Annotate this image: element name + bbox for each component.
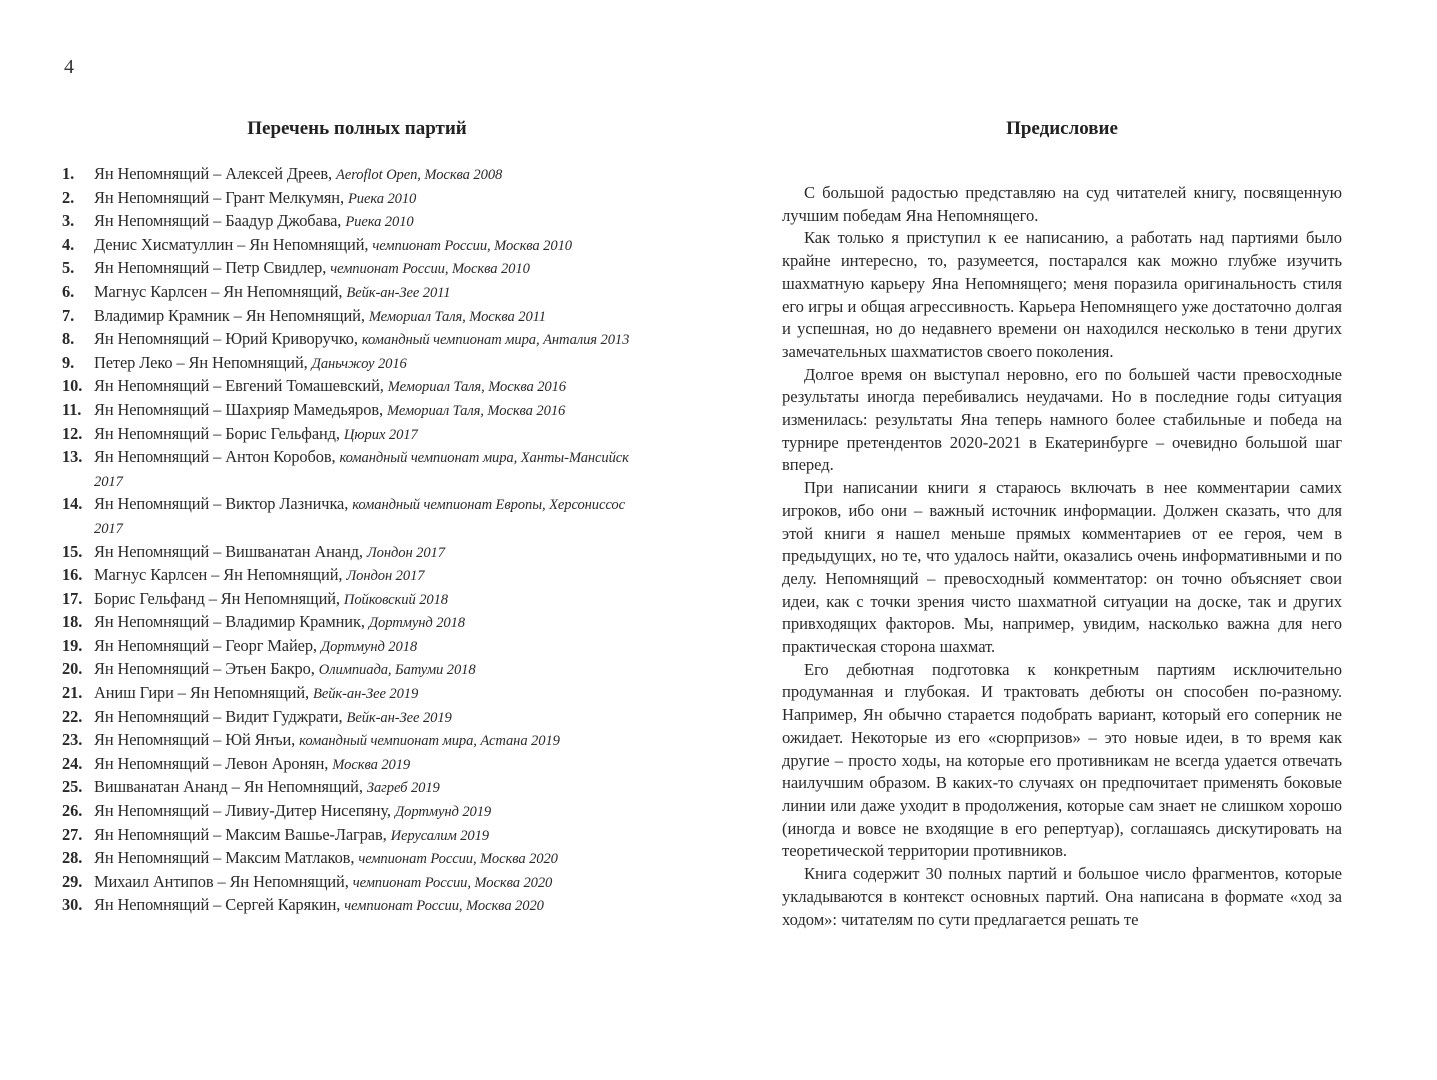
game-event: чемпионат России, Москва 2020	[344, 898, 544, 915]
preface-paragraph: Как только я приступил к ее написанию, а работать над партиями было крайне интересно, то, разумеется, постарался как можно глубже изучить шахматную карьеру Яна Непомнящего; меня поразила оригинальность стиля его игры и общая агрессивность. Карьера Непомнящего уже достаточно долгая и успешная, но до недавнего времени он находился несколько в тени других замечательных шахматистов своего поколения.	[782, 228, 1342, 361]
game-event: Aeroflot Open, Москва 2008	[336, 167, 503, 183]
game-players: Владимир Крамник – Ян Непомнящий,	[94, 305, 365, 325]
list-item	[62, 611, 652, 635]
game-players: Ян Непомнящий – Владимир Крамник,	[94, 612, 365, 632]
game-players: Ян Непомнящий – Ливиу-Дитер Нисепяну,	[94, 801, 391, 821]
game-event: Даньчжоу 2016	[311, 355, 407, 372]
game-event: Лондон 2017	[366, 544, 445, 561]
game-number: 1.	[62, 164, 75, 183]
preface-paragraph: С большой радостью представляю на суд читателей книгу, посвященную лучшим победам Яна Непомнящего.	[782, 183, 1342, 225]
game-event: Пойковский 2018	[343, 591, 448, 608]
games-list-title: Перечень полных партий	[247, 118, 467, 139]
page-number: 4	[64, 56, 74, 78]
game-number: 14.	[62, 494, 83, 514]
game-players: Ян Непомнящий – Петр Свидлер,	[94, 258, 327, 278]
game-players: Ян Непомнящий – Левон Аронян,	[94, 753, 329, 773]
game-players: Ян Непомнящий – Баадур Джобава,	[94, 211, 342, 231]
preface-paragraph: Книга содержит 30 полных партий и большое число фрагментов, которые укладываются в контекст основных партий. Она написана в формате «ход за ходом»: читателям по сути предлагается решать те	[782, 864, 1342, 929]
list-item	[62, 776, 652, 800]
game-players: Ян Непомнящий – Вишванатан Ананд,	[94, 541, 363, 561]
game-event: чемпионат России, Москва 2020	[352, 874, 553, 891]
game-event: Дортмунд 2019	[394, 804, 492, 821]
game-number: 4.	[62, 234, 75, 254]
game-event: командный чемпионат мира, Ханты-Мансийск 2017	[94, 450, 629, 490]
list-item	[62, 493, 652, 540]
list-item	[62, 423, 652, 447]
game-event: чемпионат России, Москва 2010	[330, 261, 530, 278]
game-players: Ян Непомнящий – Георг Майер,	[94, 635, 317, 655]
game-event: командный чемпионат мира, Анталия 2013	[361, 332, 630, 349]
list-item	[62, 635, 652, 659]
list-item	[62, 328, 652, 352]
game-number: 20.	[62, 659, 83, 679]
game-number: 18.	[62, 612, 83, 632]
game-number: 8.	[62, 329, 75, 349]
game-players: Ян Непомнящий – Евгений Томашевский,	[94, 376, 384, 396]
game-players: Магнус Карлсен – Ян Непомнящий,	[94, 565, 343, 585]
game-number: 22.	[62, 706, 83, 726]
list-item	[62, 588, 652, 612]
game-number: 29.	[62, 871, 83, 891]
game-number: 30.	[62, 895, 83, 915]
game-number: 5.	[62, 258, 75, 278]
game-players: Магнус Карлсен – Ян Непомнящий,	[94, 281, 343, 301]
game-players: Ян Непомнящий – Юй Янъи,	[94, 730, 296, 750]
game-number: 26.	[62, 801, 83, 821]
list-item	[62, 281, 652, 305]
game-event: Риека 2010	[347, 190, 417, 207]
game-players: Ян Непомнящий – Сергей Карякин,	[94, 895, 341, 915]
game-number: 27.	[62, 824, 83, 844]
game-players: Ян Непомнящий – Шахрияр Мамедьяров,	[94, 399, 383, 419]
game-players: Ян Непомнящий – Юрий Криворучко,	[94, 329, 358, 349]
list-item	[62, 847, 652, 871]
game-event: Лондон 2017	[346, 568, 425, 585]
game-number: 21.	[62, 683, 83, 703]
game-players: Ян Непомнящий – Борис Гельфанд,	[94, 423, 340, 443]
game-number: 15.	[62, 541, 83, 561]
game-event: Вейк-ан-Зее 2019	[313, 686, 419, 703]
list-item	[62, 682, 652, 706]
game-players: Ян Непомнящий – Алексей Дреев,	[94, 164, 333, 183]
game-event: командный чемпионат мира, Астана 2019	[299, 733, 560, 750]
game-players: Ян Непомнящий – Виктор Лазничка,	[94, 494, 349, 514]
game-players: Ян Непомнящий – Видит Гуджрати,	[94, 706, 343, 726]
game-players: Вишванатан Ананд – Ян Непомнящий,	[94, 777, 363, 797]
game-number: 6.	[62, 281, 75, 301]
list-item	[62, 375, 652, 399]
list-item	[62, 706, 652, 730]
game-number: 3.	[62, 211, 75, 231]
game-players: Петер Леко – Ян Непомнящий,	[94, 352, 308, 372]
game-number: 7.	[62, 305, 75, 325]
game-event: Вейк-ан-Зее 2011	[346, 284, 451, 301]
list-item	[62, 564, 652, 588]
game-event: Мемориал Таля, Москва 2016	[386, 402, 566, 419]
list-item	[62, 729, 652, 753]
game-number: 17.	[62, 588, 83, 608]
game-event: чемпионат России, Москва 2020	[358, 851, 558, 868]
game-number: 16.	[62, 565, 83, 585]
list-item	[62, 753, 652, 777]
list-item	[62, 871, 652, 895]
preface-paragraph: Его дебютная подготовка к конкретным партиям исключительно продуманная и глубокая. И трактовать дебюты он способен по-разному. Например, Ян обычно старается подобрать вариант, который его соперник не ожидает. Некоторые из его «сюрпризов» – это новые идеи, в то время как другие – просто ходы, на которые его противникам не всегда удается отвечать наилучшим образом. В каких-то случаях он предпочитает применять боковые линии или даже уходит в продолжения, которые сам знает не слишком хорошо (иногда и вовсе не входящие в его репертуар), соглашаясь дискутировать на теоретической территории противников.	[782, 659, 1342, 861]
game-event: Москва 2019	[332, 756, 411, 773]
game-event: Цюрих 2017	[343, 426, 418, 443]
game-number: 10.	[62, 376, 83, 396]
game-event: Дортмунд 2018	[368, 615, 466, 632]
list-item	[62, 210, 652, 234]
game-players: Ян Непомнящий – Антон Коробов,	[94, 447, 336, 467]
game-players: Ян Непомнящий – Этьен Бакро,	[94, 659, 315, 679]
list-item	[62, 305, 652, 329]
list-item	[62, 399, 652, 423]
game-number: 13.	[62, 447, 83, 467]
game-players: Денис Хисматуллин – Ян Непомнящий,	[94, 234, 369, 254]
list-item	[62, 894, 652, 918]
game-number: 12.	[62, 423, 83, 443]
game-event: Риека 2010	[345, 214, 414, 231]
game-event: Загреб 2019	[366, 780, 440, 797]
game-players: Михаил Антипов – Ян Непомнящий,	[94, 871, 349, 891]
list-item	[62, 800, 652, 824]
game-players: Ян Непомнящий – Грант Мелкумян,	[94, 187, 344, 207]
game-number: 11.	[62, 399, 82, 419]
game-players: Ян Непомнящий – Максим Матлаков,	[94, 848, 355, 868]
list-item	[62, 257, 652, 281]
game-number: 28.	[62, 848, 83, 868]
game-event: Дортмунд 2018	[320, 638, 418, 655]
game-event: Мемориал Таля, Москва 2011	[368, 308, 546, 325]
list-item	[62, 446, 652, 493]
game-players: Борис Гельфанд – Ян Непомнящий,	[94, 588, 340, 608]
list-item	[62, 187, 652, 211]
list-item	[62, 658, 652, 682]
game-number: 25.	[62, 777, 83, 797]
list-item	[62, 541, 652, 565]
preface-paragraph: При написании книги я стараюсь включать в нее комментарии самих игроков, ибо они – важный источник информации. Должен сказать, что для этой книги я нашел меньше прямых комментариев от ее героя, чем в предыдущих, но те, что удалось найти, оказались очень информативными и по делу. Непомнящий – превосходный комментатор: он точно объясняет свои идеи, как с точки зрения чисто шахматной ситуации на доске, так и других привходящих факторов. Мы, например, увидим, насколько важна для него практическая сторона шахмат.	[782, 478, 1342, 657]
game-players: Ян Непомнящий – Максим Вашье-Лаграв,	[94, 824, 387, 844]
game-players: Аниш Гири – Ян Непомнящий,	[94, 683, 309, 703]
game-event: Вейк-ан-Зее 2019	[346, 709, 452, 726]
game-number: 24.	[62, 753, 83, 773]
game-event: Олимпиада, Батуми 2018	[318, 662, 476, 679]
game-event: Мемориал Таля, Москва 2016	[387, 379, 567, 396]
list-item	[62, 352, 652, 376]
list-item	[62, 234, 652, 258]
game-number: 2.	[62, 187, 75, 207]
preface-body	[782, 182, 1342, 931]
list-item	[62, 824, 652, 848]
game-number: 23.	[62, 730, 83, 750]
game-number: 19.	[62, 635, 83, 655]
games-list	[62, 163, 652, 918]
preface-paragraph: Долгое время он выступал неровно, его по большей части превосходные результаты иногда перебивались неудачами. Но в последние годы ситуация изменилась: результаты Яна теперь намного более стабильные и победа на турнире претендентов 2020-2021 в Екатеринбурге – очевидно большой шаг вперед.	[782, 364, 1342, 475]
list-item	[62, 163, 652, 187]
preface-title: Предисловие	[1006, 118, 1118, 139]
game-event: чемпионат России, Москва 2010	[372, 237, 572, 254]
game-number: 9.	[62, 352, 75, 372]
game-event: командный чемпионат Европы, Херсониссос 2017	[94, 497, 625, 537]
game-event: Иерусалим 2019	[390, 827, 489, 844]
